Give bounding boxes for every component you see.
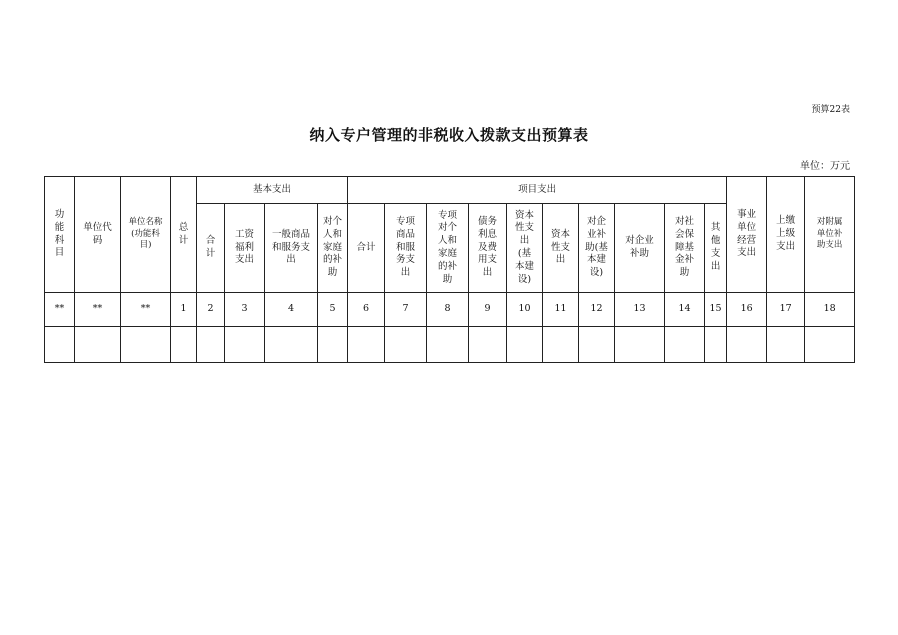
project-sub-7 xyxy=(615,204,665,293)
num-cell-20: 18 xyxy=(805,293,855,327)
header-unit-code-text: 单位代 码 xyxy=(83,221,112,246)
data-cell[interactable] xyxy=(507,327,543,363)
header-affiliated-subsidy xyxy=(805,177,855,293)
project-sub-5 xyxy=(543,204,579,293)
num-cell-10: 8 xyxy=(427,293,469,327)
data-cell[interactable] xyxy=(318,327,348,363)
data-cell[interactable] xyxy=(197,327,225,363)
data-cell[interactable] xyxy=(75,327,121,363)
num-cell-1: ** xyxy=(75,293,121,327)
unit-label: 单位：万元 xyxy=(800,161,850,172)
num-cell-6: 4 xyxy=(265,293,318,327)
project-sub-2 xyxy=(427,204,469,293)
header-row-1 xyxy=(45,177,855,204)
num-cell-5: 3 xyxy=(225,293,265,327)
num-cell-19: 17 xyxy=(767,293,805,327)
data-cell[interactable] xyxy=(615,327,665,363)
form-number: 预算22表 xyxy=(811,105,850,115)
data-cell[interactable] xyxy=(265,327,318,363)
project-sub-0 xyxy=(348,204,385,293)
header-project-expenditure: 项目支出 xyxy=(348,177,727,204)
data-cell[interactable] xyxy=(767,327,805,363)
num-cell-8: 6 xyxy=(348,293,385,327)
num-cell-2: ** xyxy=(121,293,171,327)
number-row xyxy=(45,293,855,327)
project-sub-0-text: 合计 xyxy=(356,241,376,253)
project-sub-6-text: 对企 业补 助(基 本建 设) xyxy=(585,215,608,279)
data-cell[interactable] xyxy=(171,327,197,363)
num-cell-18: 16 xyxy=(727,293,767,327)
header-total-text: 总 计 xyxy=(178,221,189,246)
basic-sub-2-text: 一般商品 和服务支 出 xyxy=(271,228,310,266)
project-sub-3-text: 债务 利息 及费 用支 出 xyxy=(478,215,498,279)
data-cell[interactable] xyxy=(348,327,385,363)
data-cell[interactable] xyxy=(579,327,615,363)
basic-sub-3-text: 对个 人和 家庭 的补 助 xyxy=(323,215,343,279)
project-sub-1 xyxy=(385,204,427,293)
header-total xyxy=(171,177,197,293)
num-cell-17: 15 xyxy=(705,293,727,327)
basic-sub-1 xyxy=(225,204,265,293)
basic-sub-0-text: 合 计 xyxy=(205,235,216,259)
project-sub-3 xyxy=(469,204,507,293)
header-affiliated-subsidy-text: 对附属 单位补 助支出 xyxy=(816,217,843,251)
page-title: 纳入专户管理的非税收入拨款支出预算表 xyxy=(309,126,589,144)
basic-sub-1-text: 工资 福利 支出 xyxy=(234,228,254,266)
header-func-subject-text: 功 能 科 目 xyxy=(54,208,65,259)
num-cell-7: 5 xyxy=(318,293,348,327)
data-cell[interactable] xyxy=(543,327,579,363)
data-cell[interactable] xyxy=(665,327,705,363)
basic-sub-3 xyxy=(318,204,348,293)
data-cell[interactable] xyxy=(385,327,427,363)
num-cell-4: 2 xyxy=(197,293,225,327)
num-cell-9: 7 xyxy=(385,293,427,327)
project-sub-6 xyxy=(579,204,615,293)
data-cell[interactable] xyxy=(45,327,75,363)
data-cell[interactable] xyxy=(225,327,265,363)
num-cell-3: 1 xyxy=(171,293,197,327)
header-enterprise-operating-text: 事业 单位 经营 支出 xyxy=(737,208,757,259)
data-cell[interactable] xyxy=(121,327,171,363)
basic-sub-0 xyxy=(197,204,225,293)
header-unit-name xyxy=(121,177,171,293)
num-cell-0: ** xyxy=(45,293,75,327)
header-enterprise-operating xyxy=(727,177,767,293)
data-cell[interactable] xyxy=(469,327,507,363)
data-cell[interactable] xyxy=(727,327,767,363)
project-sub-8-text: 对社 会保 障基 金补 助 xyxy=(675,215,695,279)
data-cell[interactable] xyxy=(705,327,727,363)
data-row xyxy=(45,327,855,363)
project-sub-9 xyxy=(705,204,727,293)
num-cell-11: 9 xyxy=(469,293,507,327)
project-sub-8 xyxy=(665,204,705,293)
num-cell-12: 10 xyxy=(507,293,543,327)
num-cell-13: 11 xyxy=(543,293,579,327)
header-unit-code xyxy=(75,177,121,293)
budget-table xyxy=(44,176,855,363)
header-unit-name-text: 单位名称 (功能科 目) xyxy=(128,217,163,251)
num-cell-16: 14 xyxy=(665,293,705,327)
num-cell-15: 13 xyxy=(615,293,665,327)
num-cell-14: 12 xyxy=(579,293,615,327)
project-sub-4-text: 资本 性支 出 (基 本建 设) xyxy=(515,209,535,285)
header-func-subject xyxy=(45,177,75,293)
project-sub-4 xyxy=(507,204,543,293)
data-cell[interactable] xyxy=(427,327,469,363)
project-sub-9-text: 其 他 支 出 xyxy=(710,222,721,272)
header-basic-expenditure: 基本支出 xyxy=(197,177,348,204)
header-upper-payment-text: 上缴 上级 支出 xyxy=(776,215,796,252)
project-sub-7-text: 对企业 补助 xyxy=(625,235,654,259)
project-sub-5-text: 资本 性支 出 xyxy=(551,228,571,266)
basic-sub-2 xyxy=(265,204,318,293)
header-upper-payment xyxy=(767,177,805,293)
data-cell[interactable] xyxy=(805,327,855,363)
project-sub-1-text: 专项 商品 和服 务支 出 xyxy=(396,215,416,279)
project-sub-2-text: 专项 对个 人和 家庭 的补 助 xyxy=(438,209,458,285)
